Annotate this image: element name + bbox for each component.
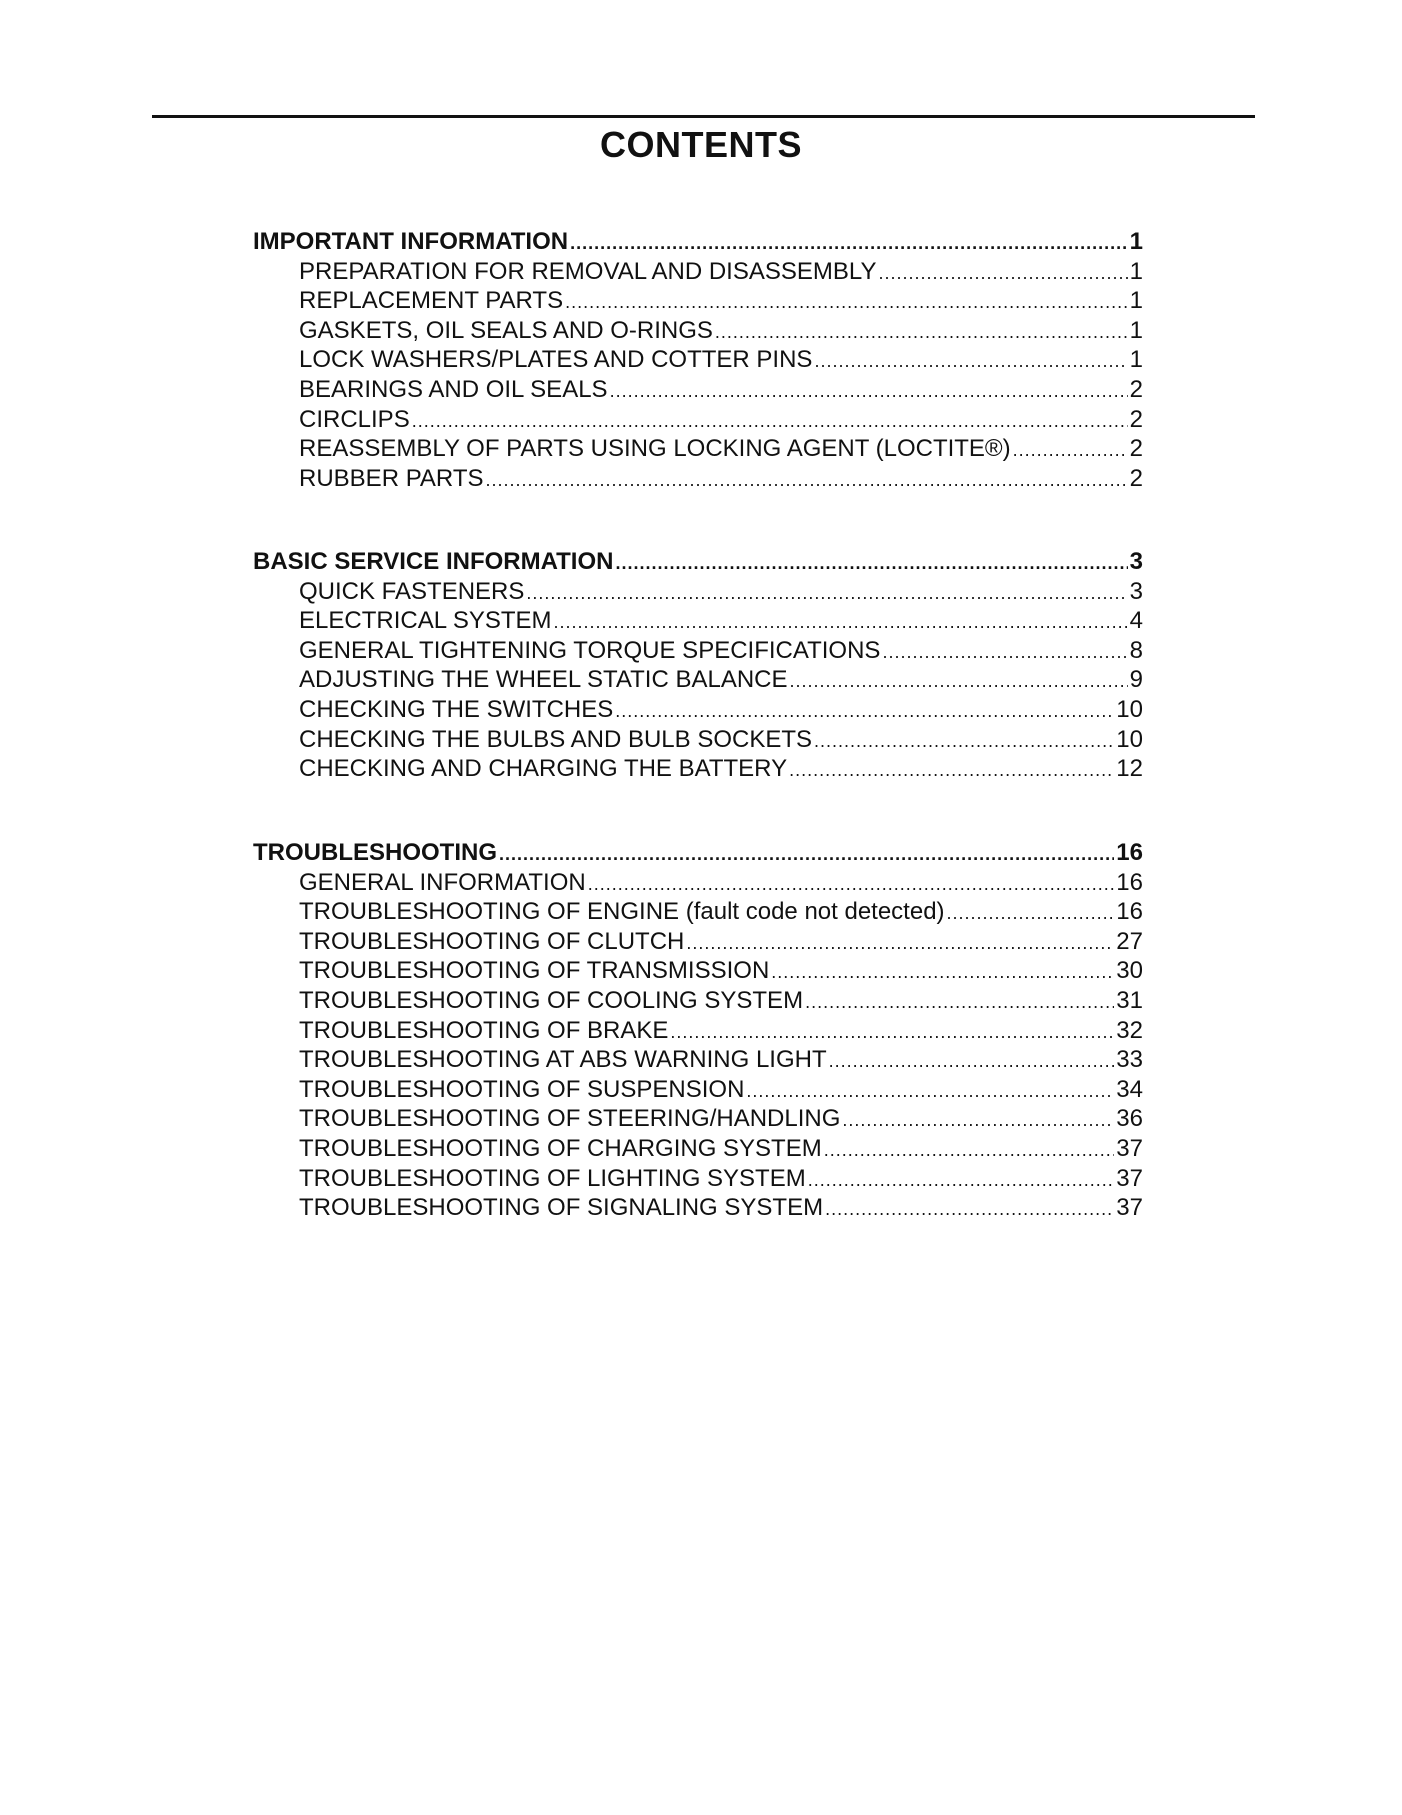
dot-leader [588, 868, 1115, 900]
toc-entry[interactable] [253, 405, 1143, 435]
toc-page-number: 1 [1129, 257, 1143, 285]
toc-page-number: 3 [1129, 548, 1143, 575]
toc-page-number: 37 [1116, 1164, 1143, 1192]
toc-page-number: 16 [1116, 839, 1143, 866]
dot-leader [814, 725, 1114, 757]
toc-entry-label: TROUBLESHOOTING OF COOLING SYSTEM [299, 986, 804, 1014]
toc-page-number: 37 [1116, 1194, 1143, 1222]
toc-page-number: 30 [1116, 957, 1143, 985]
toc-entry-label: ADJUSTING THE WHEEL STATIC BALANCE [299, 666, 788, 694]
toc-page-number: 2 [1129, 375, 1143, 403]
toc-entry-label: LOCK WASHERS/PLATES AND COTTER PINS [299, 346, 813, 374]
toc-entry-label: TROUBLESHOOTING OF BRAKE [299, 1016, 669, 1044]
toc-entry-label: BASIC SERVICE INFORMATION [253, 548, 614, 575]
toc-entry-label: GENERAL TIGHTENING TORQUE SPECIFICATIONS [299, 636, 881, 664]
toc-entry[interactable] [253, 868, 1143, 898]
toc-entry[interactable] [253, 897, 1143, 927]
dot-leader [771, 956, 1114, 988]
toc-entry-troubleshooting[interactable] [253, 838, 1143, 868]
toc-page-number: 32 [1116, 1016, 1143, 1044]
toc-entry-label: TROUBLESHOOTING OF CHARGING SYSTEM [299, 1134, 822, 1162]
dot-leader [670, 1016, 1114, 1048]
toc-entry-basic-service-information[interactable] [253, 547, 1143, 577]
toc-entry[interactable] [253, 754, 1143, 784]
toc-entry-label: GASKETS, OIL SEALS AND O-RINGS [299, 316, 713, 344]
toc-entry[interactable] [253, 927, 1143, 957]
toc-entry[interactable] [253, 1104, 1143, 1134]
toc-entry-label: BEARINGS AND OIL SEALS [299, 375, 608, 403]
dot-leader [790, 665, 1128, 697]
toc-entry[interactable] [253, 986, 1143, 1016]
toc-entry[interactable] [253, 464, 1143, 494]
toc-entry[interactable] [253, 695, 1143, 725]
dot-leader [412, 405, 1128, 437]
toc-entry-label: IMPORTANT INFORMATION [253, 228, 569, 255]
toc-page-number: 1 [1129, 316, 1143, 344]
dot-leader [825, 1193, 1114, 1225]
dot-leader [947, 897, 1115, 929]
toc-entry[interactable] [253, 345, 1143, 375]
toc-page-number: 16 [1116, 898, 1143, 926]
dot-leader [746, 1075, 1114, 1107]
toc-page-number: 2 [1129, 435, 1143, 463]
toc-page-number: 1 [1129, 346, 1143, 374]
toc-entry-label: TROUBLESHOOTING OF ENGINE (fault code not detected) [299, 898, 945, 926]
dot-leader [1013, 434, 1128, 466]
toc-page-number: 1 [1129, 228, 1143, 255]
toc-entry[interactable] [253, 956, 1143, 986]
toc-page-number: 8 [1129, 636, 1143, 664]
toc-entry[interactable] [253, 1075, 1143, 1105]
toc-page-number: 33 [1116, 1046, 1143, 1074]
toc-entry[interactable] [253, 606, 1143, 636]
toc-page-number: 31 [1116, 986, 1143, 1014]
toc-entry-label: CIRCLIPS [299, 405, 410, 433]
toc-entry-label: GENERAL INFORMATION [299, 868, 586, 896]
dot-leader [878, 257, 1127, 289]
dot-leader [686, 927, 1114, 959]
toc-entry-label: PREPARATION FOR REMOVAL AND DISASSEMBLY [299, 257, 877, 285]
toc-entry[interactable] [253, 286, 1143, 316]
toc-entry-label: RUBBER PARTS [299, 464, 484, 492]
toc-entry[interactable] [253, 636, 1143, 666]
toc-page-number: 37 [1116, 1134, 1143, 1162]
dot-leader [610, 375, 1128, 407]
dot-leader [615, 547, 1127, 579]
toc-entry-label: TROUBLESHOOTING OF CLUTCH [299, 927, 685, 955]
toc-entry-label: TROUBLESHOOTING OF SIGNALING SYSTEM [299, 1194, 824, 1222]
toc-page-number: 2 [1129, 405, 1143, 433]
toc-entry[interactable] [253, 577, 1143, 607]
toc-entry[interactable] [253, 316, 1143, 346]
page-title: CONTENTS [600, 124, 802, 165]
toc-entry-label: TROUBLESHOOTING OF TRANSMISSION [299, 957, 770, 985]
toc-entry-label: REPLACEMENT PARTS [299, 287, 564, 315]
toc-entry[interactable] [253, 725, 1143, 755]
toc-entry-label: TROUBLESHOOTING AT ABS WARNING LIGHT [299, 1046, 827, 1074]
dot-leader [486, 464, 1128, 496]
toc-page-number: 16 [1116, 868, 1143, 896]
dot-leader [715, 316, 1128, 348]
dot-leader [882, 636, 1127, 668]
dot-leader [814, 345, 1127, 377]
toc-page-number: 34 [1116, 1075, 1143, 1103]
dot-leader [829, 1045, 1115, 1077]
toc-entry-label: CHECKING AND CHARGING THE BATTERY [299, 755, 788, 783]
toc-entry[interactable] [253, 257, 1143, 287]
dot-leader [808, 1164, 1115, 1196]
dot-leader [526, 577, 1127, 609]
toc-entry-label: TROUBLESHOOTING [253, 839, 497, 866]
toc-page-number: 2 [1129, 464, 1143, 492]
dot-leader [842, 1104, 1114, 1136]
toc-entry[interactable] [253, 375, 1143, 405]
toc-section-basic-service-information [253, 547, 1143, 784]
dot-leader [499, 838, 1114, 870]
toc-page-number: 27 [1116, 927, 1143, 955]
toc-entry-label: ELECTRICAL SYSTEM [299, 607, 552, 635]
toc-entry-label: REASSEMBLY OF PARTS USING LOCKING AGENT (LOCTITE®) [299, 435, 1011, 463]
toc-page-number: 12 [1116, 755, 1143, 783]
toc-entry[interactable] [253, 1045, 1143, 1075]
toc-section-important-information [253, 227, 1143, 493]
dot-leader [789, 754, 1114, 786]
toc-entry-label: CHECKING THE SWITCHES [299, 695, 614, 723]
toc-entry-label: CHECKING THE BULBS AND BULB SOCKETS [299, 725, 813, 753]
toc-entry-label: TROUBLESHOOTING OF LIGHTING SYSTEM [299, 1164, 806, 1192]
toc-entry-label: TROUBLESHOOTING OF STEERING/HANDLING [299, 1105, 841, 1133]
dot-leader [805, 986, 1114, 1018]
toc-entry[interactable] [253, 1193, 1143, 1223]
toc-page-number: 1 [1129, 287, 1143, 315]
dot-leader [824, 1134, 1115, 1166]
toc-page-number: 36 [1116, 1105, 1143, 1133]
toc-page-number: 4 [1129, 607, 1143, 635]
toc-page-number: 10 [1116, 695, 1143, 723]
dot-leader [565, 286, 1128, 318]
toc-entry[interactable] [253, 1134, 1143, 1164]
toc-section-troubleshooting [253, 838, 1143, 1223]
toc-entry-label: TROUBLESHOOTING OF SUSPENSION [299, 1075, 745, 1103]
toc-entry[interactable] [253, 434, 1143, 464]
toc-entry[interactable] [253, 1164, 1143, 1194]
toc-entry[interactable] [253, 665, 1143, 695]
dot-leader [554, 606, 1128, 638]
toc-page-number: 10 [1116, 725, 1143, 753]
dot-leader [615, 695, 1114, 727]
dot-leader [570, 227, 1128, 259]
toc-page-number: 3 [1129, 577, 1143, 605]
header-rule [152, 115, 1255, 118]
toc-entry[interactable] [253, 1016, 1143, 1046]
toc-page-number: 9 [1129, 666, 1143, 694]
toc-entry-label: QUICK FASTENERS [299, 577, 525, 605]
toc-entry-important-information[interactable] [253, 227, 1143, 257]
